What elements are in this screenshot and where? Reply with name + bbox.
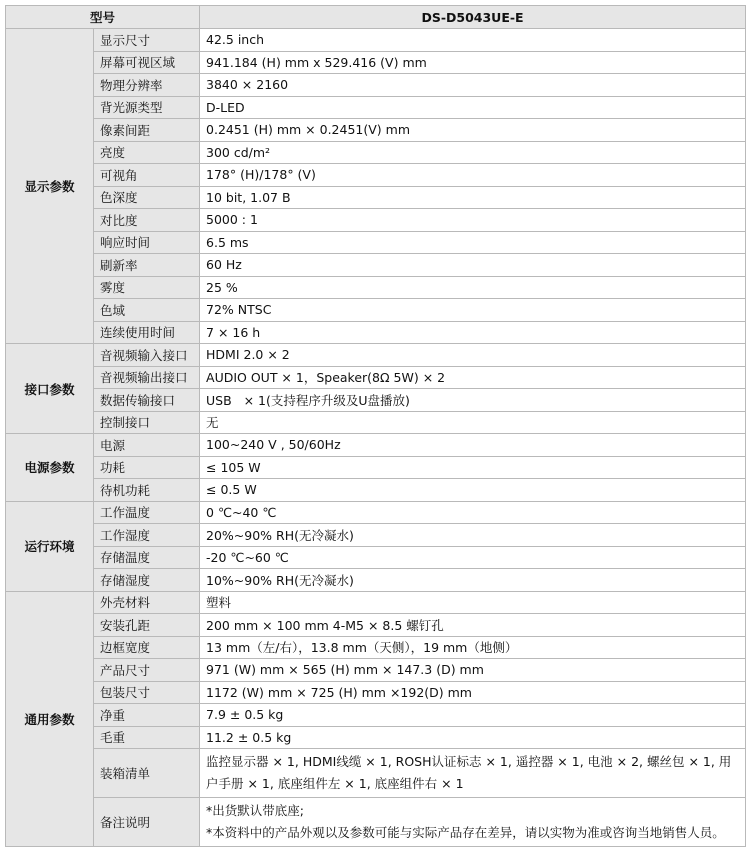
param-name: 雾度 (94, 276, 200, 299)
param-value: 3840 × 2160 (200, 74, 746, 97)
param-name: 显示尺寸 (94, 29, 200, 52)
param-name: 亮度 (94, 141, 200, 164)
table-row (6, 96, 746, 119)
table-row (6, 209, 746, 232)
param-name: 外壳材料 (94, 591, 200, 614)
table-row (6, 591, 746, 614)
table-row (6, 141, 746, 164)
param-value: 10 bit, 1.07 B (200, 186, 746, 209)
param-name: 工作温度 (94, 501, 200, 524)
table-row (6, 569, 746, 592)
table-row (6, 344, 746, 367)
category-display: 显示参数 (6, 29, 94, 344)
table-row (6, 186, 746, 209)
param-name: 控制接口 (94, 411, 200, 434)
header-row (6, 6, 746, 29)
table-row (6, 546, 746, 569)
table-row (6, 366, 746, 389)
table-row (6, 524, 746, 547)
param-name: 功耗 (94, 456, 200, 479)
category-power: 电源参数 (6, 434, 94, 502)
remark-line-2: *本资料中的产品外观以及参数可能与实际产品存在差异，请以实物为准或咨询当地销售人员。 (206, 825, 725, 840)
param-value: 42.5 inch (200, 29, 746, 52)
table-row (6, 29, 746, 52)
param-name: 安装孔距 (94, 614, 200, 637)
param-name: 待机功耗 (94, 479, 200, 502)
table-row (6, 276, 746, 299)
param-value: 5000 : 1 (200, 209, 746, 232)
table-row (6, 231, 746, 254)
param-name: 音视频输出接口 (94, 366, 200, 389)
param-name: 数据传输接口 (94, 389, 200, 412)
table-row (6, 501, 746, 524)
param-name: 物理分辨率 (94, 74, 200, 97)
param-name: 响应时间 (94, 231, 200, 254)
param-value: 300 cd/m² (200, 141, 746, 164)
param-value-packing-list: 监控显示器 × 1, HDMI线缆 × 1, ROSH认证标志 × 1, 遥控器 × 1, 电池 × 2, 螺丝包 × 1, 用户手册 × 1, 底座组件左 × 1, 底座组件右 × 1 (200, 749, 746, 798)
param-value: 13 mm（左/右），13.8 mm（天侧），19 mm（地侧） (200, 636, 746, 659)
param-name: 产品尺寸 (94, 659, 200, 682)
param-value: 0.2451 (H) mm × 0.2451(V) mm (200, 119, 746, 142)
category-general: 通用参数 (6, 591, 94, 847)
remark-line-1: *出货默认带底座; (206, 803, 304, 818)
param-name: 屏幕可视区域 (94, 51, 200, 74)
param-value: -20 ℃~60 ℃ (200, 546, 746, 569)
param-name: 色深度 (94, 186, 200, 209)
param-name: 像素间距 (94, 119, 200, 142)
param-value: 100~240 V , 50/60Hz (200, 434, 746, 457)
param-name: 边框宽度 (94, 636, 200, 659)
param-value: 60 Hz (200, 254, 746, 277)
param-value: 11.2 ± 0.5 kg (200, 726, 746, 749)
param-name: 背光源类型 (94, 96, 200, 119)
param-value: 20%~90% RH(无冷凝水) (200, 524, 746, 547)
param-value: 无 (200, 411, 746, 434)
spec-table (5, 5, 746, 847)
table-row (6, 681, 746, 704)
param-name: 毛重 (94, 726, 200, 749)
table-row (6, 726, 746, 749)
param-value: D-LED (200, 96, 746, 119)
table-row (6, 119, 746, 142)
param-value: 178° (H)/178° (V) (200, 164, 746, 187)
table-row (6, 321, 746, 344)
param-value: 0 ℃~40 ℃ (200, 501, 746, 524)
param-name: 装箱清单 (94, 749, 200, 798)
model-value: DS-D5043UE-E (200, 6, 746, 29)
table-row (6, 411, 746, 434)
param-value: AUDIO OUT × 1，Speaker(8Ω 5W) × 2 (200, 366, 746, 389)
table-row (6, 254, 746, 277)
param-name: 存储温度 (94, 546, 200, 569)
param-value: ≤ 105 W (200, 456, 746, 479)
param-value: USB × 1(支持程序升级及U盘播放) (200, 389, 746, 412)
param-name: 净重 (94, 704, 200, 727)
param-value: 7 × 16 h (200, 321, 746, 344)
table-row (6, 456, 746, 479)
table-row (6, 749, 746, 798)
category-environment: 运行环境 (6, 501, 94, 591)
table-row (6, 659, 746, 682)
table-row (6, 164, 746, 187)
table-row (6, 798, 746, 847)
param-name: 备注说明 (94, 798, 200, 847)
param-value: 10%~90% RH(无冷凝水) (200, 569, 746, 592)
table-row (6, 299, 746, 322)
param-name: 电源 (94, 434, 200, 457)
table-row (6, 479, 746, 502)
param-value: 200 mm × 100 mm 4-M5 × 8.5 螺钉孔 (200, 614, 746, 637)
table-row (6, 704, 746, 727)
param-name: 存储湿度 (94, 569, 200, 592)
param-name: 对比度 (94, 209, 200, 232)
model-label: 型号 (6, 6, 200, 29)
param-name: 可视角 (94, 164, 200, 187)
param-value: 971 (W) mm × 565 (H) mm × 147.3 (D) mm (200, 659, 746, 682)
param-name: 连续使用时间 (94, 321, 200, 344)
category-interface: 接口参数 (6, 344, 94, 434)
param-value: HDMI 2.0 × 2 (200, 344, 746, 367)
param-name: 刷新率 (94, 254, 200, 277)
table-row (6, 614, 746, 637)
param-value: 941.184 (H) mm x 529.416 (V) mm (200, 51, 746, 74)
param-name: 色域 (94, 299, 200, 322)
table-row (6, 389, 746, 412)
table-row (6, 74, 746, 97)
param-value: 6.5 ms (200, 231, 746, 254)
table-row (6, 51, 746, 74)
param-value: 7.9 ± 0.5 kg (200, 704, 746, 727)
param-value-remarks (200, 798, 746, 847)
param-value: ≤ 0.5 W (200, 479, 746, 502)
param-value: 25 % (200, 276, 746, 299)
param-name: 包装尺寸 (94, 681, 200, 704)
param-value: 塑料 (200, 591, 746, 614)
param-name: 音视频输入接口 (94, 344, 200, 367)
param-value: 1172 (W) mm × 725 (H) mm ×192(D) mm (200, 681, 746, 704)
table-row (6, 434, 746, 457)
param-value: 72% NTSC (200, 299, 746, 322)
table-row (6, 636, 746, 659)
param-name: 工作湿度 (94, 524, 200, 547)
